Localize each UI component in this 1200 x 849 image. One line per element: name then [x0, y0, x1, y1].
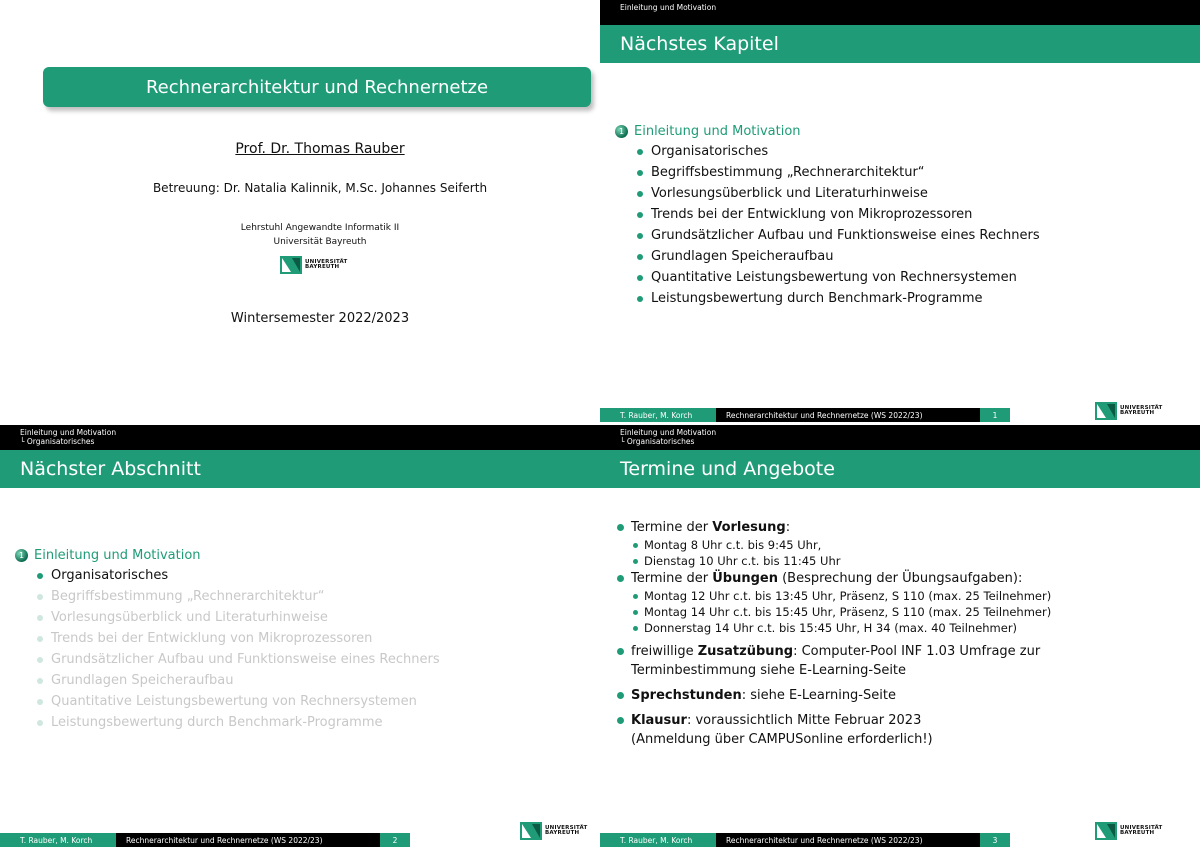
list-subitem: Montag 8 Uhr c.t. bis 9:45 Uhr, — [617, 537, 1187, 553]
list-item-lecture: Termine der Vorlesung: — [617, 518, 1187, 537]
toc-item[interactable]: Quantitative Leistungsbewertung von Rechnersystemen — [37, 691, 440, 712]
list-subitem: Dienstag 10 Uhr c.t. bis 11:45 Uhr — [617, 553, 1187, 569]
university-logo-icon: UNIVERSITÄT BAYREUTH — [1095, 822, 1162, 840]
toc-item[interactable]: Vorlesungsüberblick und Literaturhinweise — [37, 607, 440, 628]
toc-item[interactable]: Leistungsbewertung durch Benchmark-Programme — [37, 712, 440, 733]
list-subitem: Montag 12 Uhr c.t. bis 13:45 Uhr, Präsenz, S 110 (max. 25 Teilnehmer) — [617, 588, 1187, 604]
table-of-contents — [615, 124, 1040, 309]
slide-next-chapter — [600, 0, 1200, 424]
headline-subsection: └ Organisatorisches — [20, 437, 95, 446]
advisors: Betreuung: Dr. Natalia Kalinnik, M.Sc. Johannes Seiferth — [152, 181, 488, 195]
toc-item[interactable]: Grundlagen Speicheraufbau — [637, 246, 1040, 267]
table-of-contents — [15, 548, 440, 733]
toc-item[interactable]: Grundsätzlicher Aufbau und Funktionsweise eines Rechners — [637, 225, 1040, 246]
section-number-icon: 1 — [615, 125, 628, 138]
bullet-icon — [617, 717, 624, 724]
footer-title: Rechnerarchitektur und Rechnernetze (WS 2022/23) — [716, 408, 980, 422]
bullet-icon — [37, 636, 43, 642]
toc-item[interactable]: Vorlesungsüberblick und Literaturhinweise — [637, 183, 1040, 204]
headline-section: Einleitung und Motivation — [620, 3, 717, 12]
bullet-icon — [37, 615, 43, 621]
toc-item[interactable]: Begriffsbestimmung „Rechnerarchitektur“ — [637, 162, 1040, 183]
list-subitem: Donnerstag 14 Uhr c.t. bis 15:45 Uhr, H 34 (max. 40 Teilnehmer) — [617, 620, 1187, 636]
institute-chair: Lehrstuhl Angewandte Informatik II — [240, 223, 400, 233]
university-logo-icon: UNIVERSITÄT BAYREUTH — [1095, 402, 1162, 420]
slide-next-section — [0, 425, 600, 849]
bullet-icon — [637, 191, 643, 197]
semester: Wintersemester 2022/2023 — [230, 311, 410, 326]
slide-footer — [0, 833, 410, 847]
toc-item[interactable]: Trends bei der Entwicklung von Mikroprozessoren — [37, 628, 440, 649]
bullet-icon — [637, 233, 643, 239]
list-item-exam: Klausur: voraussichtlich Mitte Februar 2023 (Anmeldung über CAMPUSonline erforderlich!) — [617, 711, 1187, 749]
bullet-icon — [633, 559, 638, 564]
author-name: Prof. Dr. Thomas Rauber — [235, 141, 405, 157]
bullet-icon — [633, 610, 638, 615]
toc-section-label: Einleitung und Motivation — [34, 548, 201, 563]
bullet-icon — [37, 594, 43, 600]
footer-authors: T. Rauber, M. Korch — [600, 833, 716, 847]
list-item-office-hours: Sprechstunden: siehe E-Learning-Seite — [617, 686, 1187, 705]
slide-headline — [600, 0, 1200, 25]
bullet-icon — [617, 524, 624, 531]
toc-item[interactable]: Grundsätzlicher Aufbau und Funktionsweise eines Rechners — [37, 649, 440, 670]
toc-item[interactable]: Quantitative Leistungsbewertung von Rechnersystemen — [637, 267, 1040, 288]
university-logo-icon: UNIVERSITÄT BAYREUTH — [280, 256, 347, 274]
slide-footer — [600, 408, 1010, 422]
bullet-icon — [37, 699, 43, 705]
bullet-icon — [37, 720, 43, 726]
bullet-icon — [637, 170, 643, 176]
toc-item-current[interactable]: Organisatorisches — [37, 565, 440, 586]
headline-subsection: └ Organisatorisches — [620, 437, 695, 446]
headline-section: Einleitung und Motivation — [620, 428, 717, 437]
bullet-icon — [617, 648, 624, 655]
bullet-icon — [637, 254, 643, 260]
page-number: 2 — [380, 833, 410, 847]
bullet-icon — [617, 575, 624, 582]
slide-headline — [0, 425, 600, 450]
frame-title: Termine und Angebote — [600, 450, 1200, 488]
frame-title: Nächstes Kapitel — [600, 25, 1200, 63]
bullet-icon — [637, 212, 643, 218]
institute-university: Universität Bayreuth — [273, 236, 367, 247]
page-number: 3 — [980, 833, 1010, 847]
university-logo-icon: UNIVERSITÄT BAYREUTH — [520, 822, 587, 840]
page-number: 1 — [980, 408, 1010, 422]
headline-section: Einleitung und Motivation — [20, 428, 117, 437]
bullet-icon — [37, 573, 43, 579]
list-subitem: Montag 14 Uhr c.t. bis 15:45 Uhr, Präsenz, S 110 (max. 25 Teilnehmer) — [617, 604, 1187, 620]
bullet-icon — [37, 678, 43, 684]
institute — [20, 222, 600, 250]
toc-section-label: Einleitung und Motivation — [634, 124, 801, 139]
toc-item[interactable]: Begriffsbestimmung „Rechnerarchitektur“ — [37, 586, 440, 607]
footer-title: Rechnerarchitektur und Rechnernetze (WS 2022/23) — [116, 833, 380, 847]
title-slide — [0, 0, 600, 424]
slide-footer — [600, 833, 1010, 847]
toc-item[interactable]: Organisatorisches — [637, 141, 1040, 162]
presentation-title: Rechnerarchitektur und Rechnernetze — [43, 67, 591, 107]
bullet-icon — [633, 626, 638, 631]
toc-section[interactable] — [15, 548, 440, 563]
slide-headline — [600, 425, 1200, 450]
slide-content — [617, 518, 1187, 749]
bullet-icon — [633, 594, 638, 599]
slide-dates-offers — [600, 425, 1200, 849]
section-number-icon: 1 — [15, 549, 28, 562]
footer-authors: T. Rauber, M. Korch — [0, 833, 116, 847]
bullet-icon — [37, 657, 43, 663]
toc-item[interactable]: Leistungsbewertung durch Benchmark-Programme — [637, 288, 1040, 309]
bullet-icon — [633, 543, 638, 548]
toc-section[interactable] — [615, 124, 1040, 139]
footer-title: Rechnerarchitektur und Rechnernetze (WS 2022/23) — [716, 833, 980, 847]
bullet-icon — [637, 149, 643, 155]
bullet-icon — [637, 296, 643, 302]
frame-title: Nächster Abschnitt — [0, 450, 600, 488]
list-item-exercises: Termine der Übungen (Besprechung der Übungsaufgaben): — [617, 569, 1187, 588]
list-item-extra-exercise: freiwillige Zusatzübung: Computer-Pool INF 1.03 Umfrage zur Terminbestimmung siehe E-Learning-Seite — [617, 642, 1187, 680]
footer-authors: T. Rauber, M. Korch — [600, 408, 716, 422]
toc-item[interactable]: Trends bei der Entwicklung von Mikroprozessoren — [637, 204, 1040, 225]
toc-item[interactable]: Grundlagen Speicheraufbau — [37, 670, 440, 691]
bullet-icon — [637, 275, 643, 281]
bullet-icon — [617, 692, 624, 699]
